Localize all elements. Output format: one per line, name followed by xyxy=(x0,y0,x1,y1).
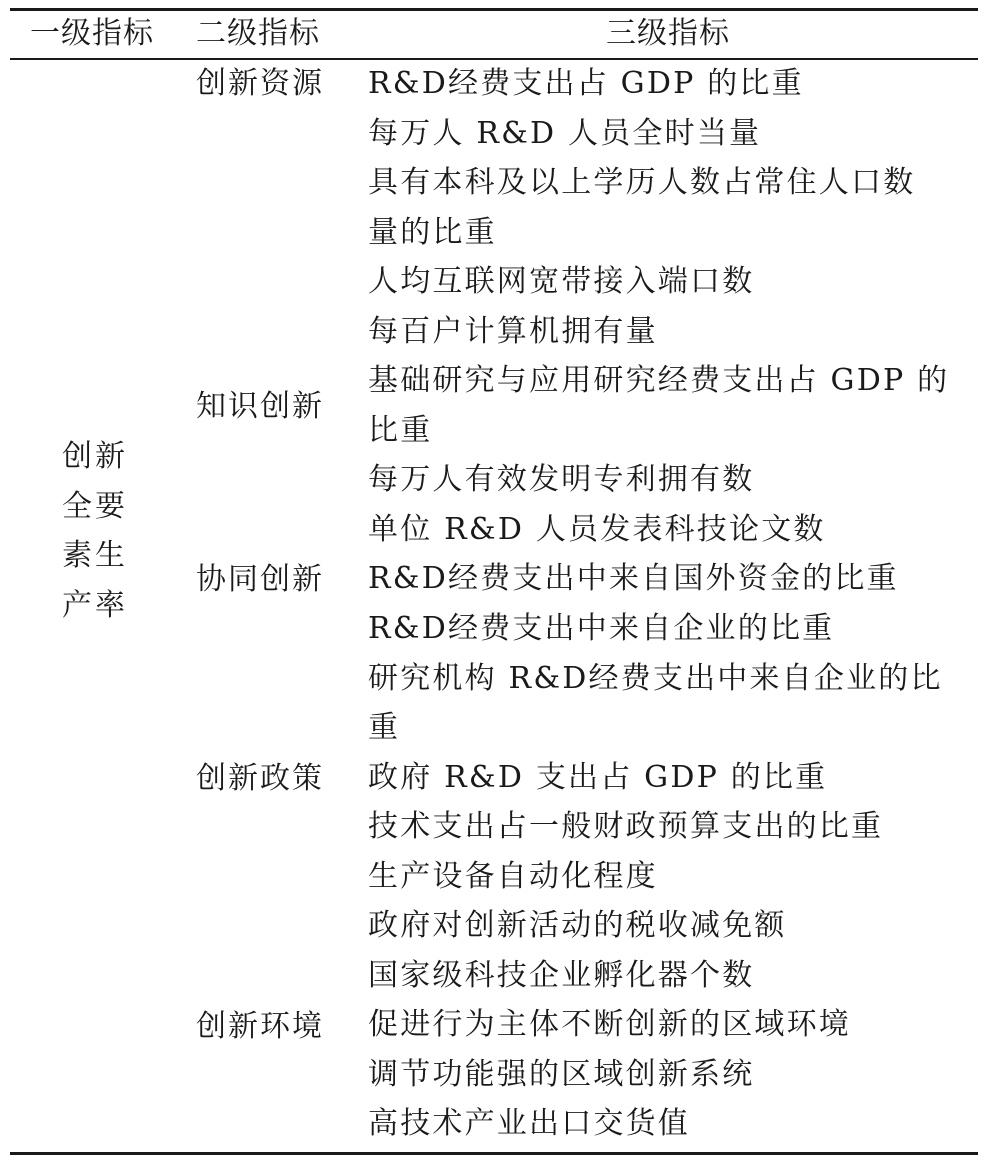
level2-knowledge-innovation: 知识创新 xyxy=(196,389,324,424)
level2-innovation-policy: 创新政策 xyxy=(196,761,324,796)
level3-row: R&D经费支出中来自国外资金的比重 xyxy=(368,561,899,597)
level3-row: 人均互联网宽带接入端口数 xyxy=(368,264,755,300)
table-bottom-rule xyxy=(10,1152,978,1155)
level1-line: 创新 xyxy=(62,439,128,474)
header-level3: 三级指标 xyxy=(606,16,730,51)
level3-row: 比重 xyxy=(368,412,433,448)
level1-line: 产率 xyxy=(62,587,128,623)
level3-row: 研究机构 R&D经费支出中来自企业的比 xyxy=(368,660,943,696)
table-top-rule xyxy=(10,8,978,11)
header-level2: 二级指标 xyxy=(196,16,320,51)
level3-row: R&D经费支出中来自企业的比重 xyxy=(368,611,835,647)
level3-row: 每万人有效发明专利拥有数 xyxy=(368,462,755,498)
level3-row: 重 xyxy=(368,710,401,746)
level2-innovation-environment: 创新环境 xyxy=(196,1009,324,1044)
header-level1: 一级指标 xyxy=(30,16,154,51)
level3-row: 调节功能强的区域创新系统 xyxy=(368,1056,755,1092)
level3-row: 高技术产业出口交货值 xyxy=(368,1106,690,1142)
level3-row: 政府 R&D 支出占 GDP 的比重 xyxy=(368,759,828,795)
level1-line: 全要 xyxy=(62,488,128,524)
level3-indicator-list xyxy=(368,59,968,1149)
level3-row: 国家级科技企业孵化器个数 xyxy=(368,957,755,993)
level3-row: 单位 R&D 人员发表科技论文数 xyxy=(368,511,826,547)
level3-row: R&D经费支出占 GDP 的比重 xyxy=(368,66,804,101)
level3-row: 基础研究与应用研究经费支出占 GDP 的 xyxy=(368,363,950,399)
level3-row: 政府对创新活动的税收减免额 xyxy=(368,908,787,944)
level3-row: 具有本科及以上学历人数占常住人口数 xyxy=(368,165,916,201)
level3-row: 每万人 R&D 人员全时当量 xyxy=(368,115,762,151)
level3-row: 生产设备自动化程度 xyxy=(368,858,658,894)
level1-indicator xyxy=(62,432,142,630)
level2-innovation-resources: 创新资源 xyxy=(196,66,324,101)
level3-row: 每百户计算机拥有量 xyxy=(368,313,658,349)
level2-collaborative-innovation: 协同创新 xyxy=(196,562,324,597)
level1-line: 素生 xyxy=(62,538,128,573)
level3-row: 促进行为主体不断创新的区域环境 xyxy=(368,1007,851,1043)
level3-row: 量的比重 xyxy=(368,214,497,250)
level3-row: 技术支出占一般财政预算支出的比重 xyxy=(368,809,884,845)
